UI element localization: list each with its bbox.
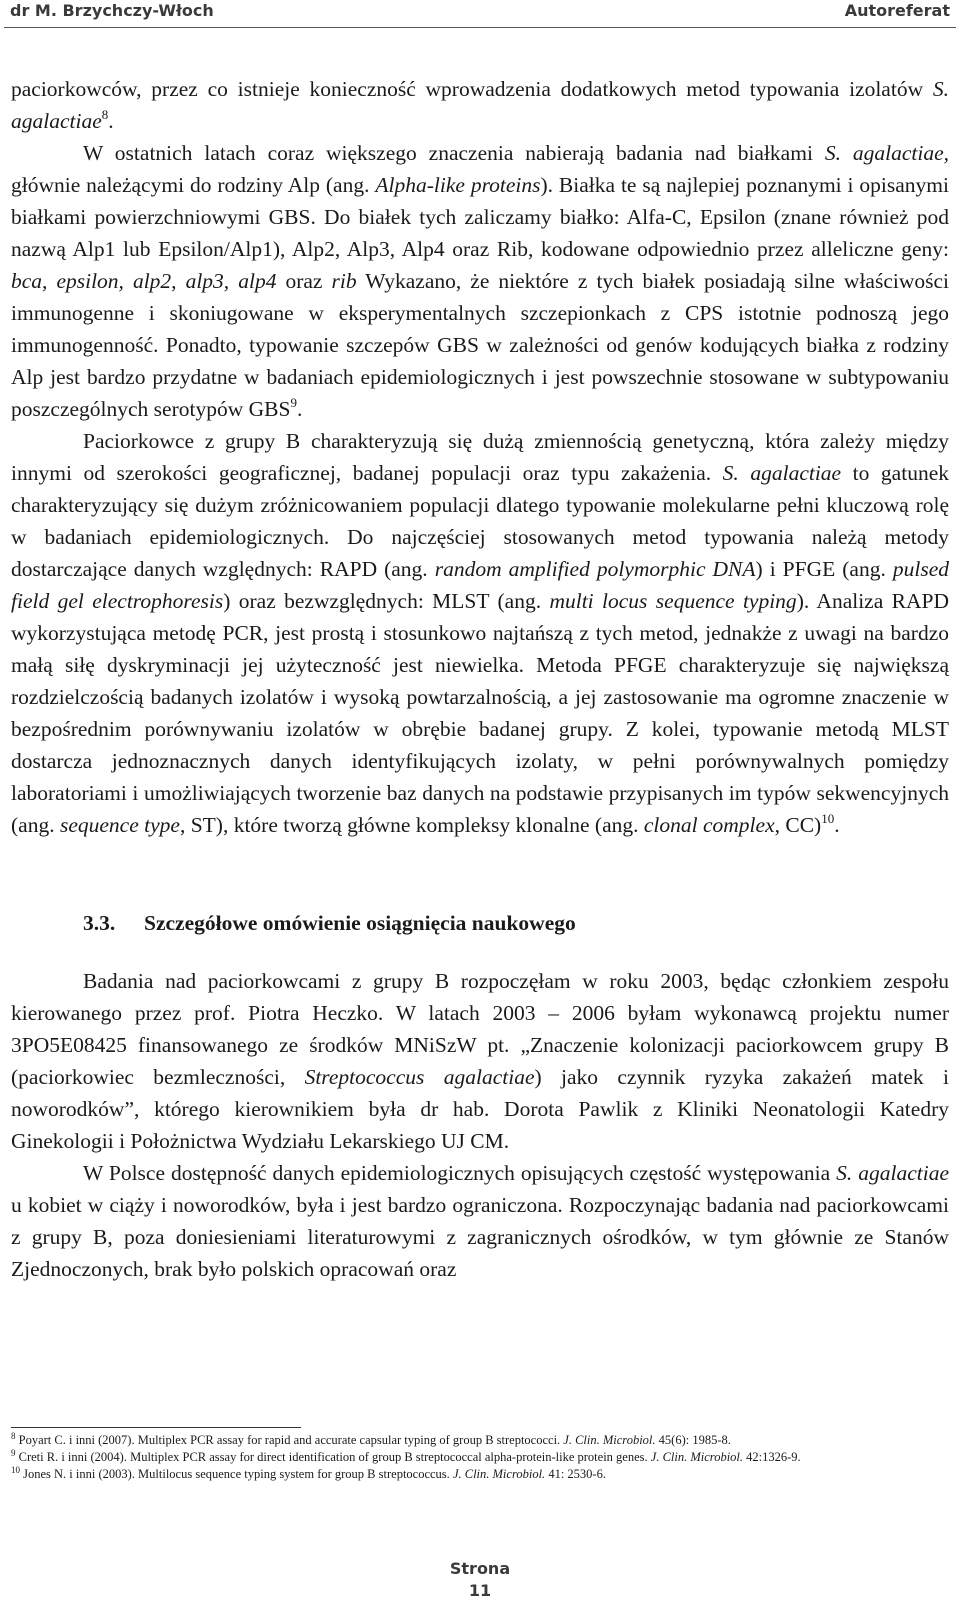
text-run: głównie należącymi do rodziny Alp (ang.	[11, 173, 376, 197]
header-doc-type: Autoreferat	[844, 1, 950, 20]
species-name: S. agalactiae,	[824, 141, 949, 165]
term-italic: Alpha-like proteins	[375, 173, 541, 197]
footnote-ref: 8	[101, 107, 109, 122]
footnote-9	[11, 1449, 949, 1466]
header-rule	[4, 27, 956, 28]
term-italic: pulsed field gel electrophoresis	[11, 557, 949, 613]
text-run: , CC)	[774, 813, 822, 837]
footnote-number: 10	[11, 1465, 20, 1475]
species-name: S. agalactiae	[722, 461, 842, 485]
gene-names: bca, epsilon, alp2, alp3, alp4	[11, 269, 277, 293]
text-run: .	[108, 109, 114, 133]
paragraph-3	[11, 425, 949, 841]
text-run: u kobiet w ciąży i noworodków, była i jest bardzo ograniczona. Rozpoczynając badania nad paciorkowcami z grupy B, poza doniesieniami literaturowymi z zagranicznych ośrodków, w tym głównie ze Stanów Zjednoczonych, brak było polskich opracowań oraz	[11, 1193, 949, 1281]
footnote-tail: 41: 2530-6.	[545, 1467, 606, 1481]
header-author: dr M. Brzychczy-Włoch	[10, 1, 214, 20]
text-run: W Polsce dostępność danych epidemiologicznych opisujących częstość występowania	[83, 1161, 837, 1185]
text-run: .	[296, 397, 303, 421]
document-body	[11, 73, 949, 1285]
text-run: W ostatnich latach coraz większego znaczenia nabierają badania nad białkami	[83, 141, 825, 165]
footnote-10	[11, 1466, 949, 1483]
section-title: Szczegółowe omówienie osiągnięcia naukowego	[144, 911, 576, 935]
section-heading	[11, 907, 949, 939]
text-run: Badania nad paciorkowcami z grupy B rozpoczęłam w roku 2003, będąc członkiem zespołu kierowanego przez prof. Piotra Heczko. W latach 2003 – 2006 byłam wykonawcą projektu numer 3PO5E08425 finansowanego ze środków MNiSzW pt. „Znaczenie kolonizacji paciorkowcem grupy B (paciorkowiec bezmleczności,	[11, 969, 949, 1089]
footnote-rule	[11, 1427, 301, 1428]
text-run: ). Analiza RAPD wykorzystująca metodę PCR, jest prostą i stosunkowo najtańszą z tych metod, jednakże z uwagi na bardzo małą siłę dyskryminacji jej użyteczność jest niewielka. Metoda PFGE charakteryzuje się największą rozdzielczością badanych izolatów i wysoką powtarzalnością, a jej zastosowanie ma ogromne znaczenie w bezpośrednim porównywaniu izolatów w obrębie badanej grupy. Z kolei, typowanie metodą MLST dostarcza jednoznacznych danych identyfikujących izolaty, w pełni porównywalnych pomiędzy laboratoriami i umożliwiających tworzenie baz danych na podstawie przypisanych im typów sekwencyjnych (ang.	[11, 589, 949, 837]
text-run: ) jako czynnik ryzyka zakażeń matek i noworodków”, którego kierownikiem była dr hab. Dorota Pawlik z Kliniki Neonatologii Katedry Ginekologii i Położnictwa Wydziału Lekarskiego UJ CM.	[11, 1065, 949, 1153]
footnote-8	[11, 1432, 949, 1449]
text-run: .	[834, 813, 840, 837]
term-italic: random amplified polymorphic DNA	[434, 557, 756, 581]
footnote-ref: 9	[290, 395, 297, 410]
page-label: Strona	[449, 1559, 511, 1578]
footnote-text: Creti R. i inni (2004). Multiplex PCR assay for direct identification of group B streptococcal alpha-protein-like protein genes.	[15, 1450, 651, 1464]
text-run: Wykazano, że niektóre z tych białek posiadają silne właściwości immunogenne i skoniugowane w eksperymentalnych szczepionkach z CPS istotnie podnoszą jego immunogenność. Ponadto, typowanie szczepów GBS w zależności od genów kodujących białka z rodziny Alp jest bardzo przydatne w badaniach epidemiologicznych i jest powszechnie stosowane w subtypowaniu poszczególnych serotypów GBS	[11, 269, 949, 421]
text-run: ) i PFGE (ang.	[755, 557, 893, 581]
text-run: oraz	[276, 269, 332, 293]
gene-name: rib	[331, 269, 357, 293]
footnote-journal: J. Clin. Microbiol.	[650, 1450, 744, 1464]
page-number: 11	[468, 1581, 492, 1600]
page-header	[0, 0, 960, 31]
footnote-text: Jones N. i inni (2003). Multilocus sequence typing system for group B streptococcus.	[20, 1467, 453, 1481]
term-italic: sequence type	[59, 813, 180, 837]
species-name: Streptococcus agalactiae	[304, 1065, 535, 1089]
paragraph-5	[11, 1157, 949, 1285]
text-run: paciorkowców, przez co istnieje konieczność wprowadzenia dodatkowych metod typowania izolatów	[11, 77, 933, 101]
footnote-journal: J. Clin. Microbiol.	[563, 1433, 656, 1447]
footnote-tail: 42:1326-9.	[743, 1450, 801, 1464]
footnote-number: 9	[11, 1448, 16, 1458]
page-footer	[0, 1558, 960, 1602]
footnote-journal: J. Clin. Microbiol.	[452, 1467, 546, 1481]
text-run: ) oraz bezwzględnych: MLST (ang.	[223, 589, 550, 613]
species-name: S. agalactiae	[11, 77, 949, 133]
section-number: 3.3.	[83, 911, 116, 935]
term-italic: clonal complex	[643, 813, 775, 837]
footnote-ref: 10	[821, 811, 835, 826]
footnote-number: 8	[11, 1431, 16, 1441]
footnotes	[11, 1427, 949, 1483]
paragraph-4	[11, 965, 949, 1157]
text-run: ). Białka te są najlepiej poznanymi i opisanymi białkami powierzchniowymi GBS. Do białek tych zaliczamy białko: Alfa-C, Epsilon (znane również pod nazwą Alp1 lub Epsilon/Alp1), Alp2, Alp3, Alp4 oraz Rib, kodowane odpowiednio przez alleliczne geny:	[11, 173, 949, 261]
term-italic: multi locus sequence typing	[549, 589, 797, 613]
paragraph-1	[11, 73, 949, 137]
text-run: Paciorkowce z grupy B charakteryzują się dużą zmiennością genetyczną, która zależy między innymi od szerokości geograficznej, badanej populacji oraz typu zakażenia.	[11, 429, 949, 485]
species-name: S. agalactiae	[836, 1161, 949, 1185]
text-run: , ST), które tworzą główne kompleksy klonalne (ang.	[179, 813, 644, 837]
paragraph-2	[11, 137, 949, 425]
footnote-text: Poyart C. i inni (2007). Multiplex PCR assay for rapid and accurate capsular typing of group B streptococci.	[15, 1433, 564, 1447]
text-run: to gatunek charakteryzujący się dużym zróżnicowaniem populacji dlatego typowanie molekularne pełni kluczową rolę w badaniach epidemiologicznych. Do najczęściej stosowanych metod typowania należą metody dostarczające danych względnych: RAPD (ang.	[11, 461, 949, 581]
footnote-tail: 45(6): 1985-8.	[655, 1433, 731, 1447]
